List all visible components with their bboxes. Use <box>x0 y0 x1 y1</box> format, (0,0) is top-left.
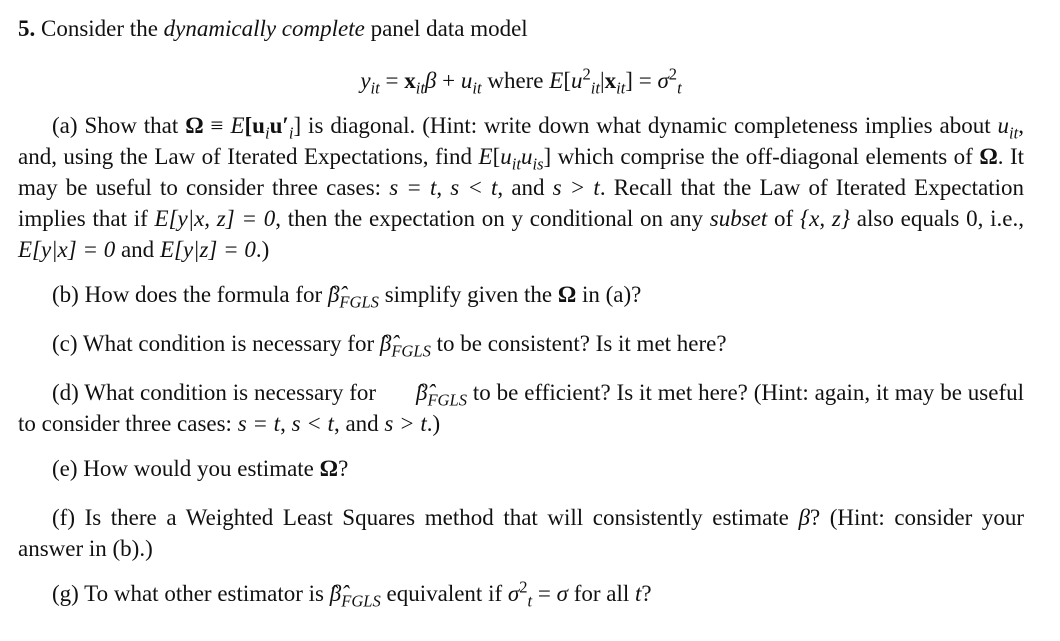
part-a-text: is diagonal. (Hint: write down what dynamic completeness implies about <box>301 113 998 138</box>
beta-hat: ̂ β̂ <box>330 578 341 609</box>
beta-sub: FGLS <box>391 341 431 361</box>
intro-text-post: panel data model <box>370 16 528 41</box>
intro-emphasis: dynamically complete <box>163 16 365 41</box>
math-sub: is <box>532 154 544 174</box>
math-u-prime: u′ <box>269 113 289 138</box>
eq-sigma-sup: 2 <box>668 64 678 84</box>
part-c-text: to be consistent? Is it met here? <box>430 331 727 356</box>
omega-symbol: Ω <box>979 144 998 169</box>
eq-x2-sub: it <box>616 78 626 98</box>
math-u: [u <box>244 113 265 138</box>
math-E: E <box>230 113 245 138</box>
part-d-text: .) <box>426 411 441 436</box>
math-bracket: [ <box>492 144 501 169</box>
math-case: s < t <box>291 411 334 436</box>
part-e-text: How would you estimate <box>77 456 320 481</box>
sigma-symbol: σ <box>556 581 568 606</box>
math-bracket: ] <box>543 144 552 169</box>
part-a-text: . Recall that the Law of Iterated Expectation implies that if <box>18 175 1024 231</box>
eq-u2-sub: it <box>590 78 600 98</box>
eq-x2: x <box>604 68 617 93</box>
beta-sub: FGLS <box>427 390 467 410</box>
part-g-text: equivalent if <box>380 581 508 606</box>
math-condition: E[y|x, z] = 0 <box>154 206 276 231</box>
eq-u2: u <box>571 68 583 93</box>
part-g-label: (g) <box>52 581 79 606</box>
part-b-label: (b) <box>52 282 79 307</box>
beta-symbol: β <box>798 505 810 530</box>
part-a-label: (a) <box>52 113 78 138</box>
math-condition: E[y|x] = 0 <box>18 237 116 262</box>
part-a-text: and <box>115 237 160 262</box>
part-f-text: ? (Hint: consider your answer in (b).) <box>18 505 1024 561</box>
part-c-text: What condition is necessary for <box>77 331 380 356</box>
part-g-text: To what other estimator is <box>78 581 330 606</box>
problem-document <box>18 14 1024 627</box>
sigma-sub: t <box>527 591 533 611</box>
part-b-text: How does the formula for <box>78 282 328 307</box>
math-sub: i <box>264 123 270 143</box>
part-a-text: ≡ <box>203 113 231 138</box>
part-d-text: , <box>280 411 292 436</box>
omega-symbol: Ω <box>319 456 339 481</box>
subset-emphasis: subset <box>709 206 768 231</box>
part-f-text: Is there a Weighted Least Squares method that will consistently estimate <box>74 505 799 530</box>
eq-x-sub: it <box>415 78 425 98</box>
part-g-text: = <box>532 581 557 606</box>
part-f-label: (f) <box>52 505 75 530</box>
part-d-text: , and <box>333 411 385 436</box>
part-a-text: , <box>436 175 451 200</box>
part-b-text: in (a)? <box>576 282 642 307</box>
part-b <box>52 279 1024 310</box>
part-d-text: What condition is necessary for <box>78 380 382 405</box>
part-b-text: simplify given the <box>378 282 558 307</box>
math-case: s > t <box>384 411 427 436</box>
part-a-text: .) <box>255 237 270 262</box>
problem-title <box>18 14 1024 44</box>
intro-text-pre: Consider the <box>41 16 158 41</box>
part-g <box>52 578 1024 609</box>
eq-u2-sup: 2 <box>582 64 591 84</box>
part-g-text: for all <box>567 581 636 606</box>
part-a-text: of <box>767 206 800 231</box>
eq-equals-2: = <box>632 68 658 93</box>
part-c-label: (c) <box>52 331 78 356</box>
part-a-text: Show that <box>77 113 186 138</box>
part-e <box>52 453 1024 484</box>
beta-hat: ̂ β̂ <box>328 279 339 310</box>
beta-hat: ̂ β̂ <box>382 377 427 408</box>
math-u: u <box>500 144 512 169</box>
part-a-text: . It may be useful to consider three cases: <box>18 144 1025 200</box>
eq-bar: | <box>599 68 605 93</box>
eq-bracket-close: ] <box>625 68 633 93</box>
part-c <box>52 328 1024 359</box>
math-u: u <box>520 144 533 169</box>
eq-beta: β <box>424 68 437 93</box>
part-a-text: also equals 0, i.e., <box>850 206 1024 231</box>
model-equation <box>18 66 1024 96</box>
eq-equals: = <box>379 68 405 93</box>
part-g-text: ? <box>641 581 652 606</box>
math-case: s < t <box>450 175 498 200</box>
eq-sigma-sub: t <box>677 78 682 98</box>
part-a <box>18 110 1024 265</box>
sigma-symbol: σ <box>507 581 520 606</box>
math-sub: it <box>511 154 521 174</box>
omega-symbol: Ω <box>557 282 577 307</box>
beta-hat: ̂ β̂ <box>380 328 391 359</box>
eq-u: u <box>460 68 473 93</box>
part-f <box>18 502 1024 564</box>
math-sub: i <box>288 123 294 143</box>
part-a-text: , and, using the Law of Iterated Expectations, find <box>18 113 1024 169</box>
beta-sub: FGLS <box>341 591 381 611</box>
math-set: {x, z} <box>799 206 851 231</box>
math-case: s = t <box>237 411 281 436</box>
eq-bracket-open: [ <box>563 68 571 93</box>
eq-y: y <box>360 68 371 93</box>
eq-x: x <box>404 68 416 93</box>
math-case: s = t <box>389 175 437 200</box>
eq-E: E <box>549 68 564 93</box>
part-a-text: , then the expectation on y conditional on any <box>275 206 710 231</box>
eq-sigma: σ <box>657 68 669 93</box>
beta-sub: FGLS <box>339 292 379 312</box>
math-case: s > t <box>552 175 600 200</box>
math-sub: it <box>1009 123 1019 143</box>
sigma-sup: 2 <box>519 577 528 597</box>
part-d-label: (d) <box>52 380 79 405</box>
eq-u-sub: it <box>472 78 482 98</box>
part-a-text: which comprise the off-diagonal elements of <box>551 144 980 169</box>
math-t: t <box>635 581 642 606</box>
part-e-label: (e) <box>52 456 78 481</box>
part-d-text: to be efficient? Is it met here? (Hint: again, it may be useful to consider three cases: <box>18 380 1024 436</box>
eq-y-sub: it <box>370 78 380 98</box>
part-a-text: , and <box>497 175 553 200</box>
math-bracket: ] <box>293 113 302 138</box>
omega-symbol: Ω <box>185 113 204 138</box>
math-E: E <box>478 144 493 169</box>
eq-plus: + <box>436 68 461 93</box>
problem-number: 5. <box>18 16 36 41</box>
part-d <box>18 377 1024 439</box>
eq-where: where <box>481 68 550 93</box>
part-e-text: ? <box>338 456 349 481</box>
math-u: u <box>997 113 1010 138</box>
math-condition: E[y|z] = 0 <box>159 237 256 262</box>
